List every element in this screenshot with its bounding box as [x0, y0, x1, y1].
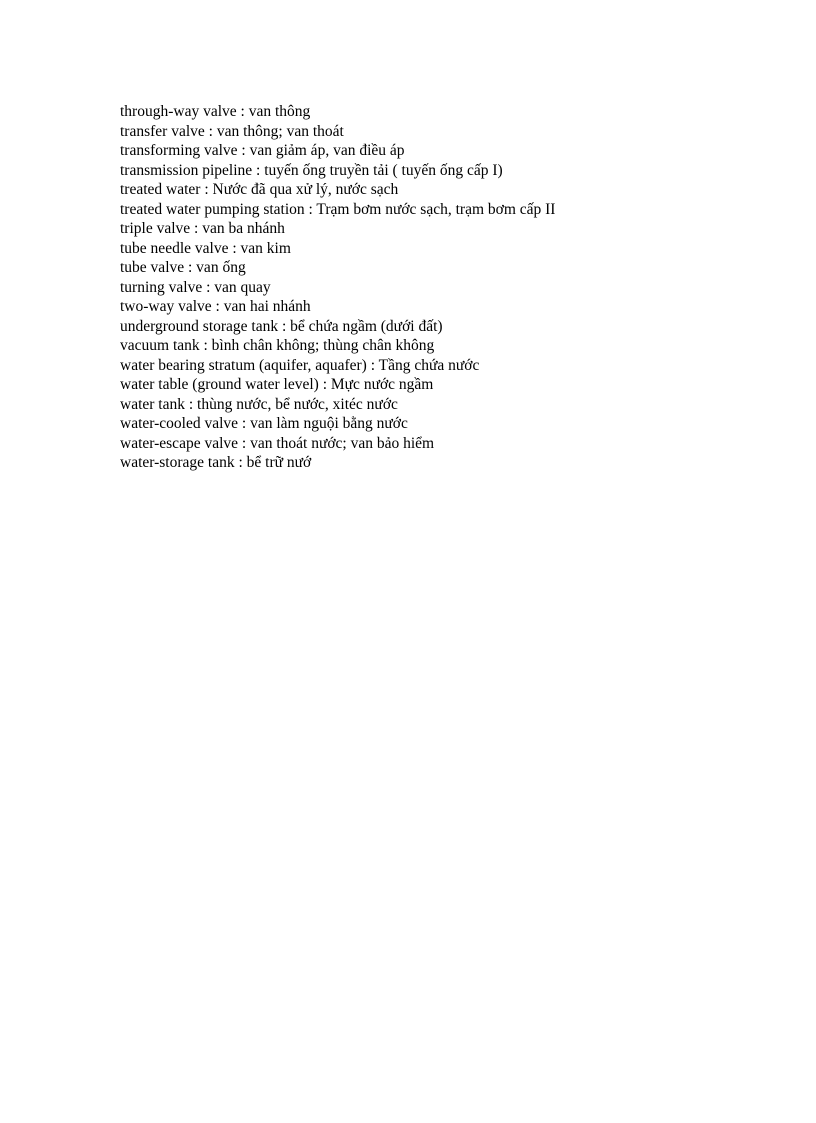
- glossary-entry: triple valve : van ba nhánh: [120, 220, 285, 237]
- glossary-entry: water bearing stratum (aquifer, aquafer) : Tầng chứa nước: [120, 356, 480, 374]
- glossary-entry: transforming valve : van giảm áp, van điều áp: [120, 142, 405, 159]
- glossary-entry: two-way valve : van hai nhánh: [120, 298, 311, 315]
- glossary-entry: vacuum tank : bình chân không; thùng chân không: [120, 337, 435, 354]
- glossary-entry: tube needle valve : van kim: [120, 239, 291, 257]
- glossary-entry: transmission pipeline : tuyến ống truyền tải ( tuyến ống cấp I): [120, 161, 503, 179]
- glossary-entry: water-storage tank : bể trữ nướ: [120, 454, 312, 471]
- glossary-entry: treated water : Nước đã qua xử lý, nước sạch: [120, 181, 399, 198]
- glossary-entry: water-escape valve : van thoát nước; van bảo hiểm: [120, 434, 435, 452]
- glossary-entry: water-cooled valve : van làm nguội bằng nước: [120, 415, 408, 432]
- glossary-entry: treated water pumping station : Trạm bơm nước sạch, trạm bơm cấp II: [120, 200, 556, 218]
- glossary-list: [120, 102, 555, 473]
- glossary-entry: transfer valve : van thông; van thoát: [120, 122, 344, 140]
- glossary-entry: water tank : thùng nước, bể nước, xitéc nước: [120, 395, 398, 413]
- glossary-entry: through-way valve : van thông: [120, 103, 311, 120]
- glossary-entry: turning valve : van quay: [120, 278, 271, 296]
- glossary-entry: water table (ground water level) : Mực nước ngầm: [120, 376, 434, 393]
- glossary-entry: tube valve : van ống: [120, 259, 246, 276]
- glossary-entry: underground storage tank : bể chứa ngầm (dưới đất): [120, 317, 443, 335]
